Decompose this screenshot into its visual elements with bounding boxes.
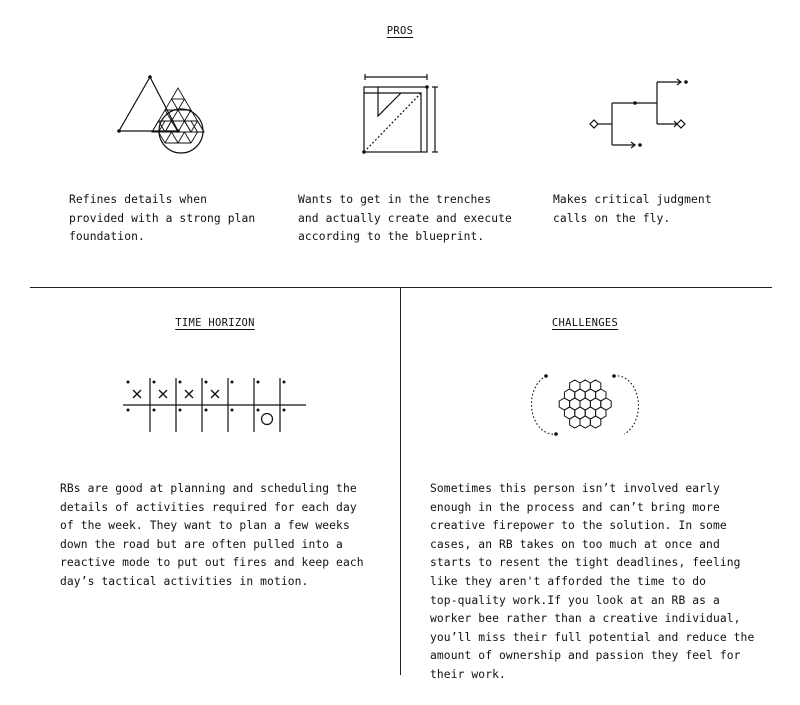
time-horizon-heading: TIME HORIZON (175, 317, 255, 329)
triangle-circle-grid-icon (110, 70, 210, 160)
pros-heading: PROS (386, 25, 414, 37)
pros-text-2: Wants to get in the trenches and actually create and execute according to the blueprint. (298, 193, 512, 244)
vertical-divider (400, 287, 401, 675)
tic-tac-toe-timeline-icon (120, 375, 310, 435)
pros-text-3: Makes critical judgment calls on the fly. (553, 193, 712, 225)
blueprint-square-icon (355, 70, 450, 160)
pros-text-1: Refines details when provided with a strong plan foundation. (69, 193, 256, 244)
decision-tree-icon (585, 70, 695, 160)
challenges-heading: CHALLENGES (551, 317, 619, 329)
horizontal-divider (30, 287, 772, 288)
honeycomb-cycle-icon (520, 368, 650, 443)
time-horizon-text: RBs are good at planning and scheduling the details of activities required for each day of the week. They want to plan a few weeks down the road but are often pulled into a reactive mode to put out fires and keep each day’s tactical activities in motion. (60, 482, 364, 588)
challenges-text: Sometimes this person isn’t involved early enough in the process and can’t bring more creative firepower to the solution. In some cases, an RB takes on too much at once and starts to resent the tight deadlines, feeling like they aren't afforded the time to do top-quality work.If you look at an RB as a worker bee rather than a creative individual, you’ll miss their full potential and reduce the amount of ownership and passion they feel for their work. (430, 482, 755, 681)
